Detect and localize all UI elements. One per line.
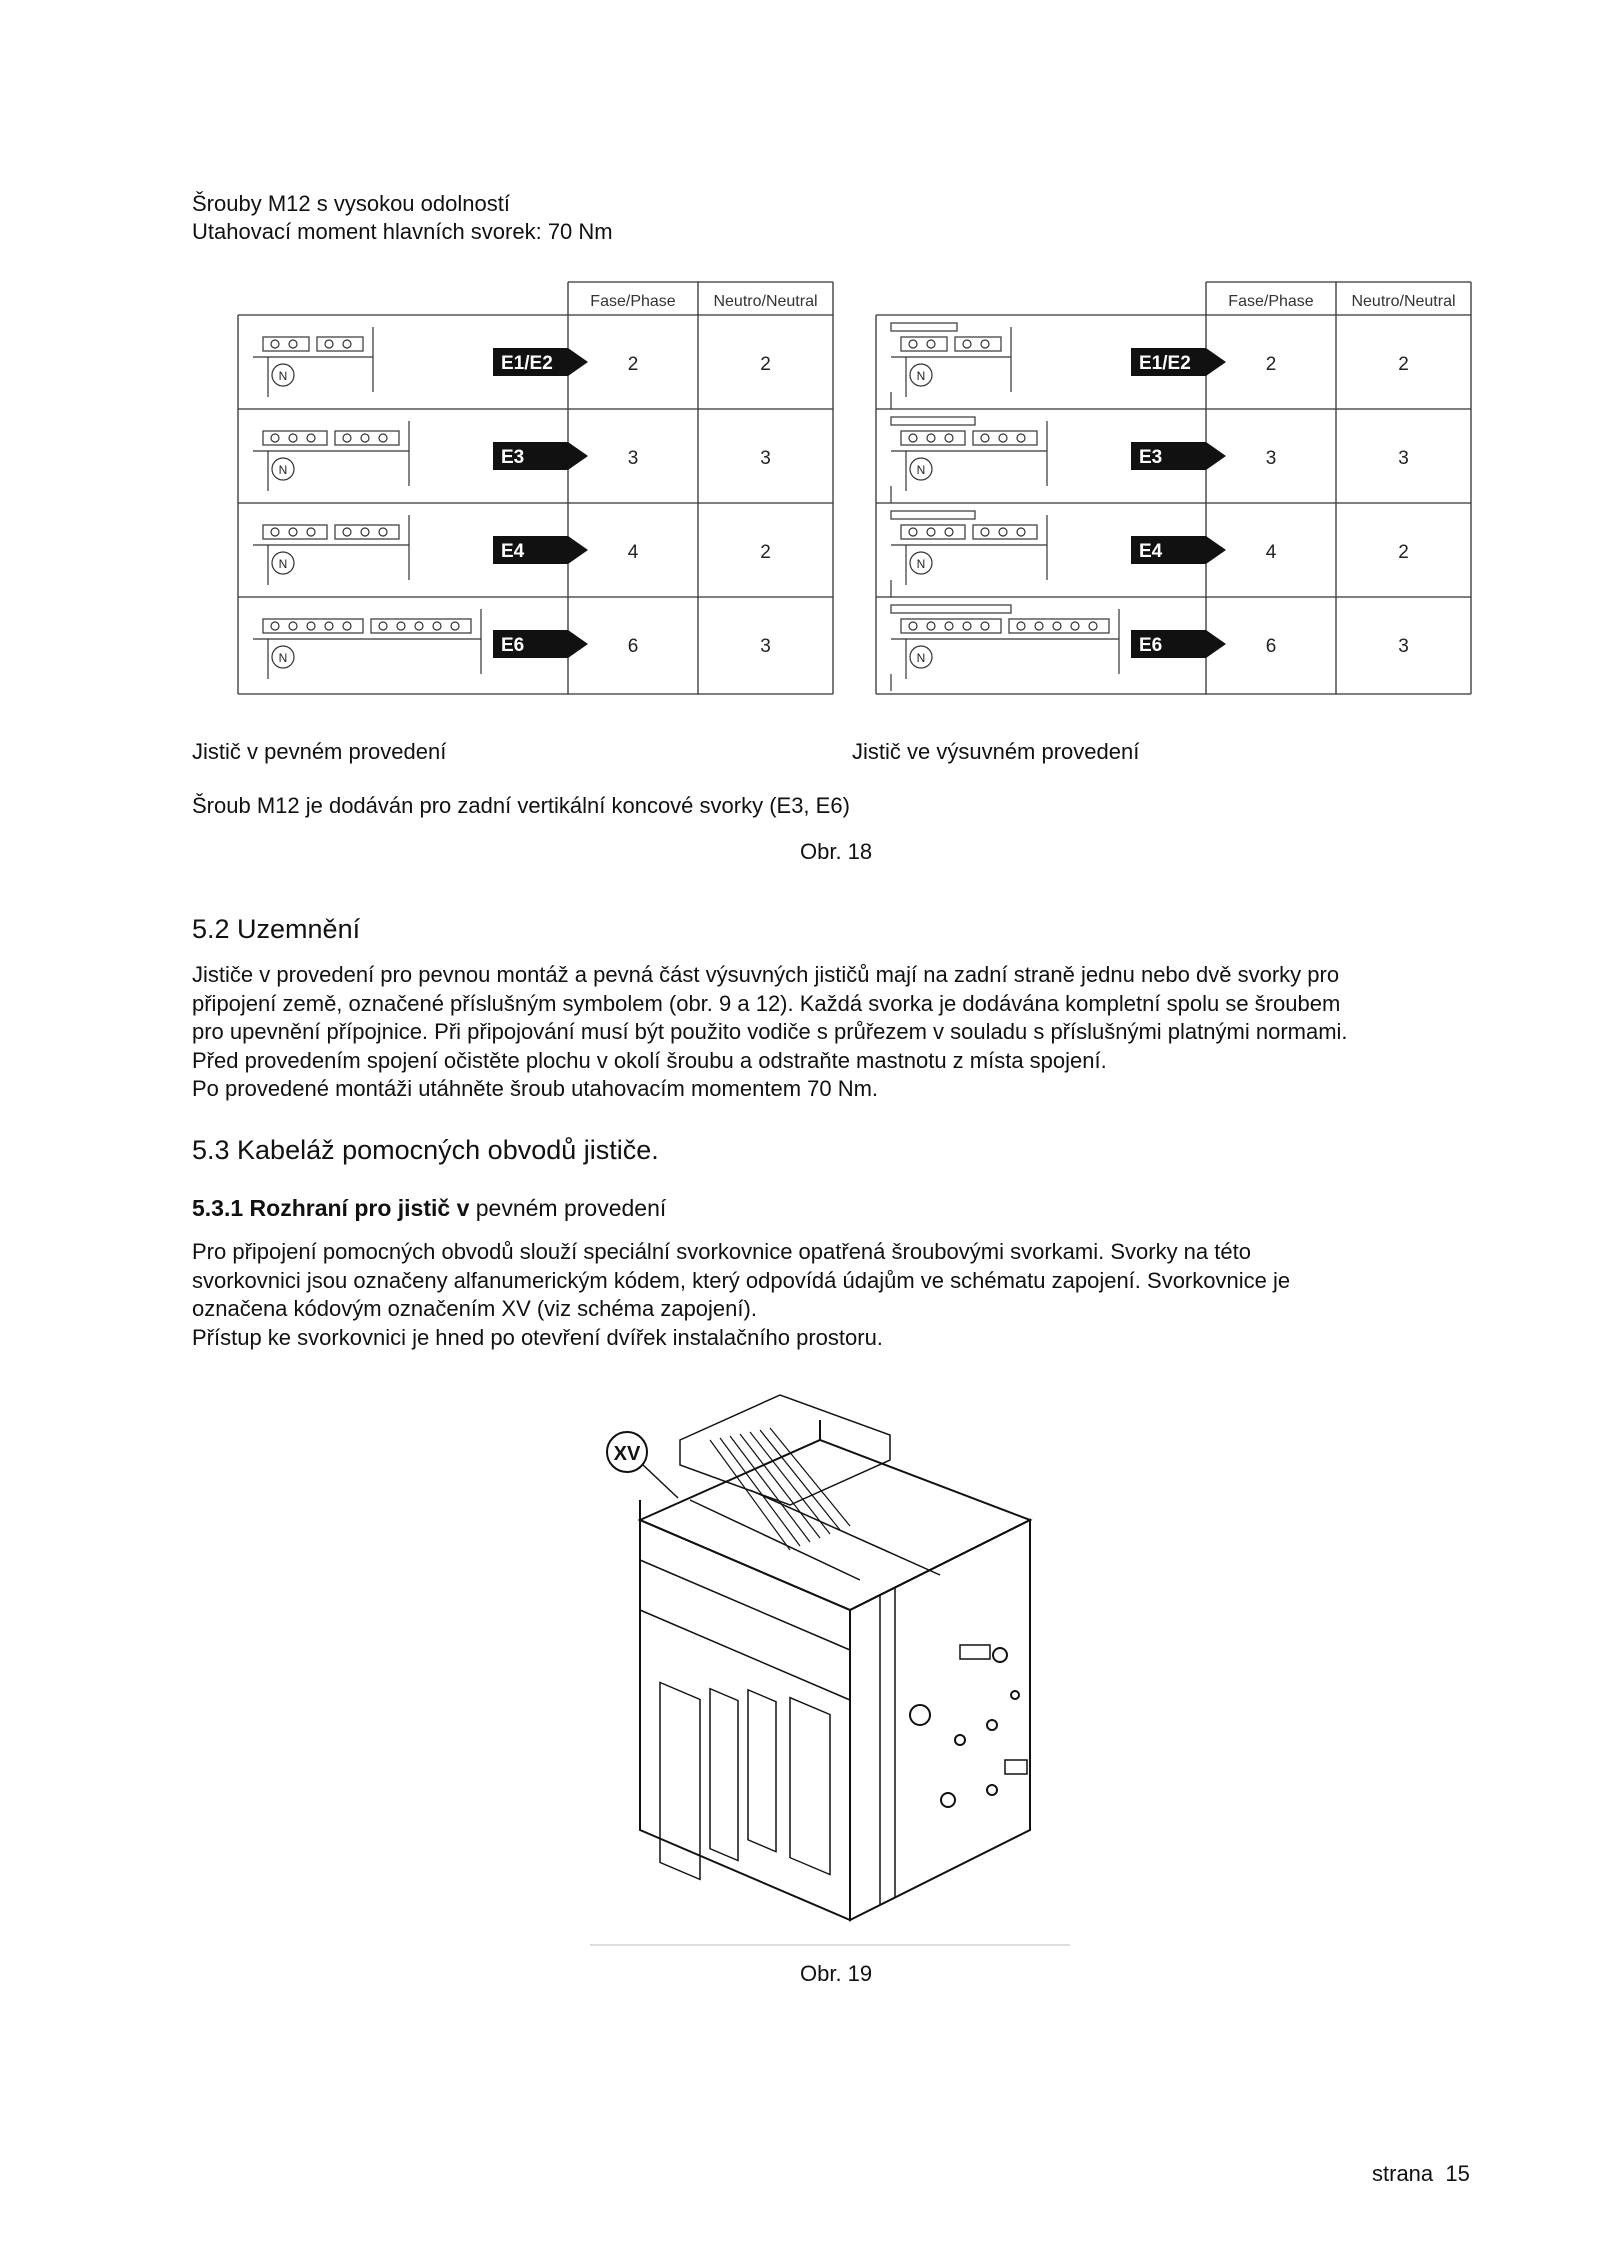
- terminal-sketch: [253, 421, 409, 491]
- terminal-sketch: [891, 323, 1011, 409]
- page-label: strana: [1372, 2161, 1434, 2186]
- phase-count: 4: [1265, 542, 1277, 563]
- header-phase: Fase/Phase: [1228, 293, 1314, 310]
- section-5-3-1-line: Pro připojení pomocných obvodů slouží speciální svorkovnice opatřená šroubovými svorkami. Svorky na této: [192, 1239, 1251, 1264]
- page-number: 15: [1445, 2161, 1470, 2186]
- terminal-sketch: [253, 609, 481, 679]
- breaker-size-label: E3: [1139, 447, 1163, 468]
- section-5-2-line: pro upevnění přípojnice. Při připojování musí být použito vodiče s průřezem v souladu s příslušnými platnými normami.: [192, 1019, 1348, 1044]
- terminal-sketch: [891, 511, 1047, 597]
- section-5-2-body: [192, 961, 1348, 1104]
- phase-count: 2: [1265, 354, 1277, 375]
- section-5-3-1-line: Přístup ke svorkovnici je hned po otevření dvířek instalačního prostoru.: [192, 1324, 883, 1350]
- neutral-count: 2: [1398, 354, 1409, 375]
- caption-fixed: Jistič v pevném provedení: [192, 739, 447, 764]
- neutral-symbol: N: [278, 369, 288, 383]
- header-phase: Fase/Phase: [590, 293, 676, 310]
- neutral-count: 3: [1398, 448, 1409, 469]
- section-5-3-1-line: svorkovnici jsou označeny alfanumerickým kódem, který odpovídá údajům ve schématu zapojení. Svorkovnice je: [192, 1267, 1291, 1293]
- breaker-size-label: E4: [1139, 541, 1163, 562]
- terminal-sketch: [253, 327, 373, 397]
- section-5-2-line: Po provedené montáži utáhněte šroub utahovacím momentem 70 Nm.: [192, 1076, 879, 1101]
- section-5-3-1-title: [192, 1194, 666, 1222]
- figure-18-caption: Obr. 18: [800, 839, 873, 864]
- breaker-size-label: E1/E2: [501, 353, 553, 374]
- neutral-count: 2: [760, 542, 771, 563]
- circuit-breaker-illustration: [560, 1380, 1080, 1960]
- neutral-symbol: N: [278, 651, 288, 665]
- neutral-symbol: N: [916, 651, 926, 665]
- terminal-tables-figure: [0, 0, 1600, 720]
- neutral-symbol: N: [916, 369, 926, 383]
- terminal-sketch: [253, 515, 409, 585]
- caption-withdrawable: Jistič ve výsuvném provedení: [852, 739, 1140, 764]
- section-5-2-line: připojení země, označené příslušným symbolem (obr. 9 a 12). Každá svorka je dodávána kompletní spolu se šroubem: [192, 990, 1341, 1016]
- phase-count: 6: [627, 636, 639, 657]
- neutral-count: 3: [1398, 636, 1409, 657]
- phase-count: 2: [627, 354, 639, 375]
- neutral-count: 2: [1398, 542, 1409, 563]
- phase-count: 3: [627, 448, 639, 469]
- neutral-symbol: N: [278, 463, 288, 477]
- terminal-sketch: [891, 417, 1047, 503]
- breaker-size-label: E1/E2: [1139, 353, 1191, 374]
- neutral-count: 3: [760, 448, 771, 469]
- table-fixed: [238, 282, 833, 694]
- neutral-count: 2: [760, 354, 771, 375]
- section-5-2-line: Jističe v provedení pro pevnou montáž a pevná část výsuvných jističů mají na zadní straně jednu nebo dvě svorky pro: [192, 962, 1340, 987]
- section-5-3-1-title-rest: pevném provedení: [469, 1195, 667, 1221]
- section-5-2-line: Před provedením spojení očistěte plochu v okolí šroubu a odstraňte mastnotu z místa spojení.: [192, 1047, 1107, 1073]
- phase-count: 6: [1265, 636, 1277, 657]
- section-5-3-title: 5.3 Kabeláž pomocných obvodů jističe.: [192, 1135, 659, 1165]
- breaker-size-label: E6: [1139, 635, 1163, 656]
- table-withdrawable: [876, 282, 1471, 694]
- page-footer: [1372, 2160, 1470, 2188]
- xv-label: XV: [613, 1443, 641, 1465]
- section-5-3-1-body: [192, 1238, 1290, 1352]
- intro-line-2: Utahovací moment hlavních svorek: 70 Nm: [192, 219, 613, 244]
- intro-line-1: Šrouby M12 s vysokou odolností: [192, 191, 510, 216]
- breaker-size-label: E6: [501, 635, 525, 656]
- section-5-3-1-title-bold: 5.3.1 Rozhraní pro jistič v: [192, 1195, 470, 1221]
- breaker-size-label: E4: [501, 541, 525, 562]
- breaker-size-label: E3: [501, 447, 525, 468]
- neutral-count: 3: [760, 636, 771, 657]
- neutral-symbol: N: [916, 463, 926, 477]
- header-neutral: Neutro/Neutral: [713, 293, 818, 310]
- terminal-sketch: [891, 605, 1119, 691]
- phase-count: 3: [1265, 448, 1277, 469]
- section-5-3-1-line: označena kódovým označením XV (viz schéma zapojení).: [192, 1296, 757, 1321]
- figure-19-caption: Obr. 19: [800, 1961, 873, 1986]
- header-neutral: Neutro/Neutral: [1351, 293, 1456, 310]
- section-5-2-title: 5.2 Uzemnění: [192, 914, 361, 944]
- screw-note: Šroub M12 je dodáván pro zadní vertikální koncové svorky (E3, E6): [192, 793, 850, 818]
- neutral-symbol: N: [916, 557, 926, 571]
- neutral-symbol: N: [278, 557, 288, 571]
- phase-count: 4: [627, 542, 639, 563]
